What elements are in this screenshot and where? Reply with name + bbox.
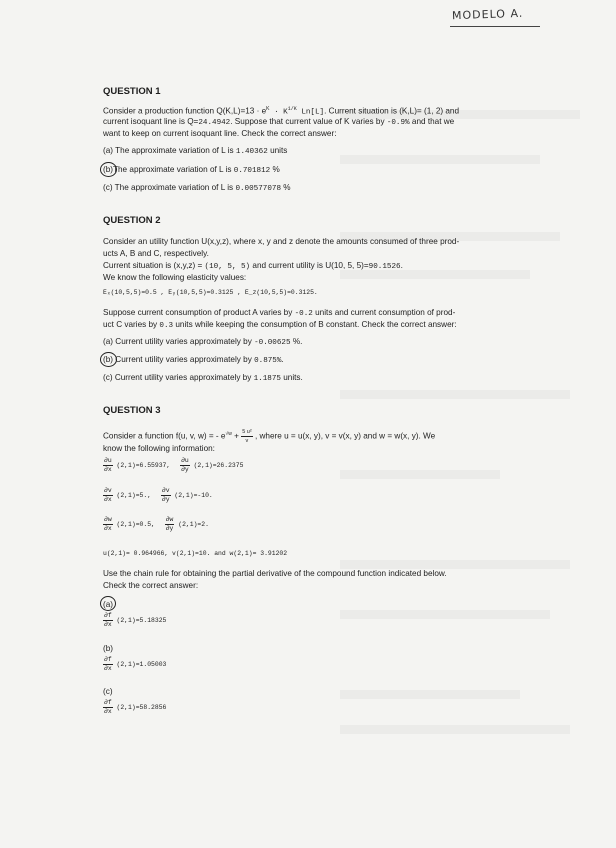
bleed-through	[340, 610, 550, 619]
question-3-title: QUESTION 3	[103, 405, 161, 416]
question-2-text-line-4: We know the following elasticity values:	[103, 273, 247, 282]
question-2-text-line-6: uct C varies by 0.3 units while keeping the consumption of B constant. Check the correct answer:	[103, 320, 457, 330]
question-3-text-line-2: know the following information:	[103, 444, 215, 453]
handwritten-answer-circle	[100, 162, 117, 177]
handwritten-underline	[450, 26, 540, 27]
derivative-row-u: $\frac{\partial u}{\partial x}$ (2,1)=6.55937, $\frac{\partial u}{\partial y}$ (2,1)=26.2375	[104, 457, 244, 473]
question-1-text-line-3: want to keep on current isoquant line. Check the correct answer:	[103, 129, 337, 138]
question-3-option-b-value: $\frac{\partial f}{\partial x}$ (2,1)=1.05003	[104, 656, 167, 672]
question-2-elasticities: Eₓ(10,5,5)=0.5 , Eᵧ(10,5,5)=0.3125 , E_z(10,5,5)=0.3125.	[103, 289, 318, 296]
question-2-text-line-5: Suppose current consumption of product A varies by -0.2 units and current consumption of prod-	[103, 308, 456, 318]
derivative-row-w: $\frac{\partial w}{\partial x}$ (2,1)=0.5, $\frac{\partial w}{\partial y}$ (2,1)=2.	[104, 516, 209, 532]
bleed-through	[340, 470, 500, 479]
question-3-option-c-value: $\frac{\partial f}{\partial x}$ (2,1)=58.2856	[104, 699, 167, 715]
bleed-through	[340, 390, 570, 399]
bleed-through	[340, 155, 540, 164]
handwritten-answer-circle	[100, 596, 116, 611]
question-3-function-definition: Consider a function f(u, v, w) = - $e^{√w}$ + $\frac{\text{5 u²}}{v}$ , where u = u(x, y), v = v(x, y) and w = w(x, y). We	[103, 429, 436, 444]
question-1-option-b: (b)The approximate variation of L is 0.701812 %	[103, 165, 280, 175]
question-3-values-line: u(2,1)= 0.964966, v(2,1)=10. and w(2,1)= 3.91202	[103, 550, 288, 557]
question-3-text-line-3: Use the chain rule for obtaining the partial derivative of the compound function indicated below.	[103, 569, 447, 578]
question-1-option-a: (a) The approximate variation of L is 1.40362 units	[103, 146, 288, 156]
question-2-text-line-2: ucts A, B and C, respectively.	[103, 249, 209, 258]
question-1-title: QUESTION 1	[103, 86, 161, 97]
question-1-option-c: (c) The approximate variation of L is 0.00577078 %	[103, 183, 291, 193]
question-1-text-line-2: current isoquant line is Q=24.4942. Suppose that current value of K varies by -0.9% and that we	[103, 117, 455, 127]
question-1-text-line-1: Consider a production function $Q(K,L)=13 \cdot e^K \cdot K^{1/K}$ Ln[L]. Current situation is (K,L)= (1, 2) and	[103, 106, 460, 117]
question-2-option-c: (c) Current utility varies approximately by 1.1875 units.	[103, 373, 303, 383]
derivative-row-v: $\frac{\partial v}{\partial x}$ (2,1)=5., $\frac{\partial v}{\partial y}$ (2,1)=-10.	[104, 487, 213, 503]
question-3-text-line-4: Check the correct answer:	[103, 581, 199, 590]
question-2-option-b: (b) Current utility varies approximately by 0.875%.	[103, 355, 284, 365]
bleed-through	[340, 725, 570, 734]
handwritten-answer-circle	[100, 352, 117, 367]
question-2-title: QUESTION 2	[103, 215, 161, 226]
question-3-option-c-label: (c)	[103, 687, 113, 696]
bleed-through	[340, 690, 520, 699]
question-3-option-b-label: (b)	[103, 644, 114, 653]
question-2-text-line-1: Consider an utility function U(x,y,z), where x, y and z denote the amounts consumed of three prod-	[103, 237, 460, 246]
question-3-option-a-value: $\frac{\partial f}{\partial x}$ (2,1)=5.18325	[104, 612, 167, 628]
question-3-option-a-label: (a)	[103, 600, 114, 609]
question-2-text-line-3: Current situation is (x,y,z) = (10, 5, 5) and current utility is U(10, 5, 5)=90.1526.	[103, 261, 403, 271]
question-2-option-a: (a) Current utility varies approximately by -0.00625 %.	[103, 337, 303, 347]
handwritten-model-label: MODELO A.	[451, 6, 524, 23]
